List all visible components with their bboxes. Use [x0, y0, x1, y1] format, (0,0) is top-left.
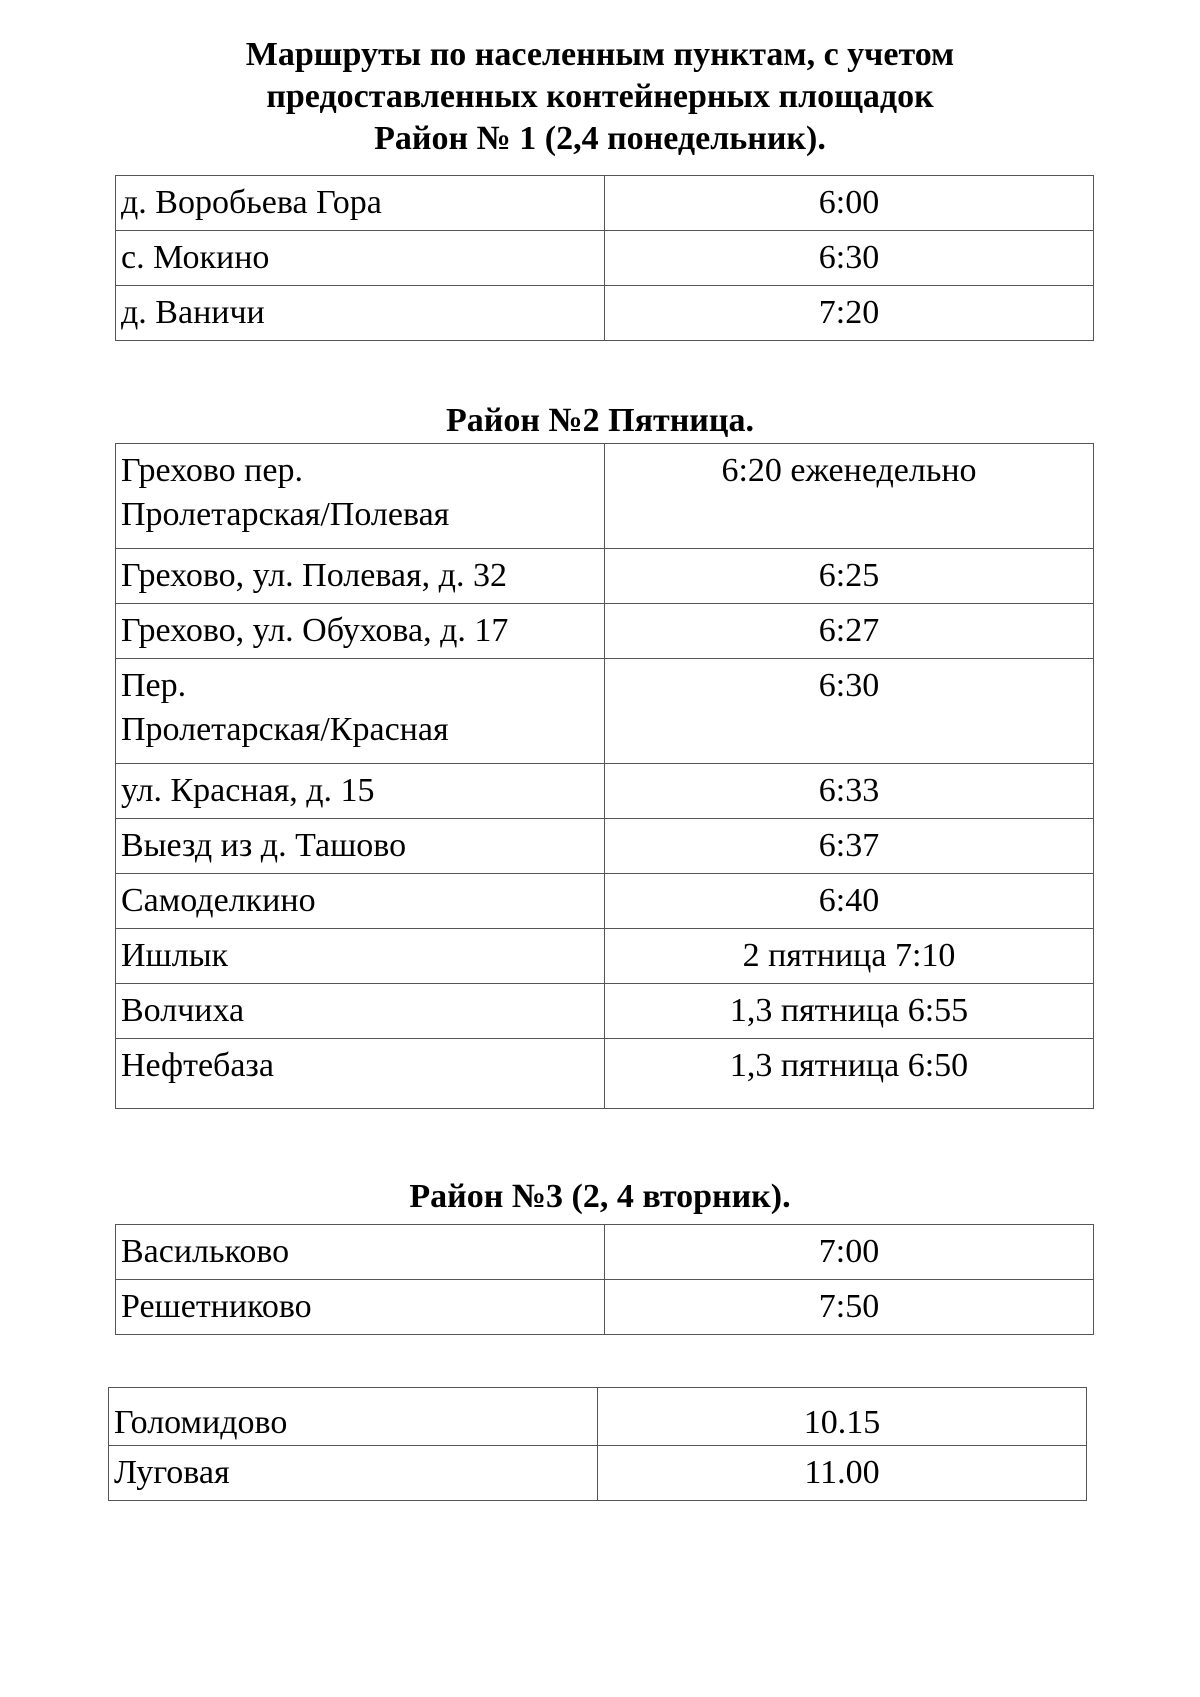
place-cell [116, 659, 605, 764]
time-cell: 2 пятница 7:10 [605, 929, 1094, 984]
place-cell: Волчиха [116, 984, 605, 1039]
place-cell: Самоделкино [116, 874, 605, 929]
place-cell: Решетниково [116, 1280, 605, 1335]
place-cell: Выезд из д. Ташово [116, 819, 605, 874]
time-cell: 6:20 еженедельно [605, 444, 1094, 549]
time-cell: 6:33 [605, 764, 1094, 819]
place-line: Грехово пер. [121, 452, 303, 489]
table-row [109, 1388, 1087, 1446]
district1-heading: Район № 1 (2,4 понедельник). [374, 120, 826, 157]
place-cell: Нефтебаза [116, 1039, 605, 1109]
time-cell: 6:37 [605, 819, 1094, 874]
time-cell: 10.15 [598, 1388, 1087, 1446]
time-cell: 1,3 пятница 6:55 [605, 984, 1094, 1039]
table-row [116, 176, 1094, 231]
place-cell: с. Мокино [116, 231, 605, 286]
place-line: Пролетарская/Полевая [121, 496, 450, 533]
table-row [116, 604, 1094, 659]
time-cell: 6:40 [605, 874, 1094, 929]
place-cell: ул. Красная, д. 15 [116, 764, 605, 819]
table-row [116, 929, 1094, 984]
district3-heading-text: Район №3 (2, 4 вторник). [409, 1178, 791, 1215]
place-cell: Грехово, ул. Обухова, д. 17 [116, 604, 605, 659]
time-cell: 7:00 [605, 1225, 1094, 1280]
place-cell: Голомидово [109, 1388, 598, 1446]
place-cell: д. Воробьева Гора [116, 176, 605, 231]
extra-table [108, 1387, 1087, 1501]
table-row [116, 286, 1094, 341]
time-cell: 6:00 [605, 176, 1094, 231]
time-cell: 6:27 [605, 604, 1094, 659]
table-row [116, 984, 1094, 1039]
table-row [116, 874, 1094, 929]
time-cell: 1,3 пятница 6:50 [605, 1039, 1094, 1109]
district2-heading [0, 400, 1200, 442]
table-row [116, 231, 1094, 286]
time-cell: 7:50 [605, 1280, 1094, 1335]
place-cell: Луговая [109, 1446, 598, 1501]
district3-heading [0, 1176, 1200, 1218]
place-line: Пер. [121, 667, 187, 704]
document-title [0, 34, 1200, 160]
table-row [116, 549, 1094, 604]
table-row [116, 1225, 1094, 1280]
table-row [116, 819, 1094, 874]
table-row [116, 659, 1094, 764]
district2-heading-text: Район №2 Пятница. [446, 402, 754, 439]
place-cell: Грехово, ул. Полевая, д. 32 [116, 549, 605, 604]
table-row [109, 1446, 1087, 1501]
place-cell: д. Ваничи [116, 286, 605, 341]
district1-table [115, 175, 1094, 341]
time-cell: 6:30 [605, 231, 1094, 286]
table-row [116, 444, 1094, 549]
table-row [116, 1039, 1094, 1109]
time-cell: 6:25 [605, 549, 1094, 604]
place-cell: Ишлык [116, 929, 605, 984]
title-line-2: предоставленных контейнерных площадок [266, 78, 934, 115]
table-row [116, 1280, 1094, 1335]
place-line: Пролетарская/Красная [121, 711, 449, 748]
place-cell: Васильково [116, 1225, 605, 1280]
time-cell: 6:30 [605, 659, 1094, 764]
title-line-1: Маршруты по населенным пунктам, с учетом [245, 36, 955, 73]
time-cell: 7:20 [605, 286, 1094, 341]
place-cell [116, 444, 605, 549]
district2-table [115, 443, 1094, 1109]
time-cell: 11.00 [598, 1446, 1087, 1501]
table-row [116, 764, 1094, 819]
district3-table [115, 1224, 1094, 1335]
